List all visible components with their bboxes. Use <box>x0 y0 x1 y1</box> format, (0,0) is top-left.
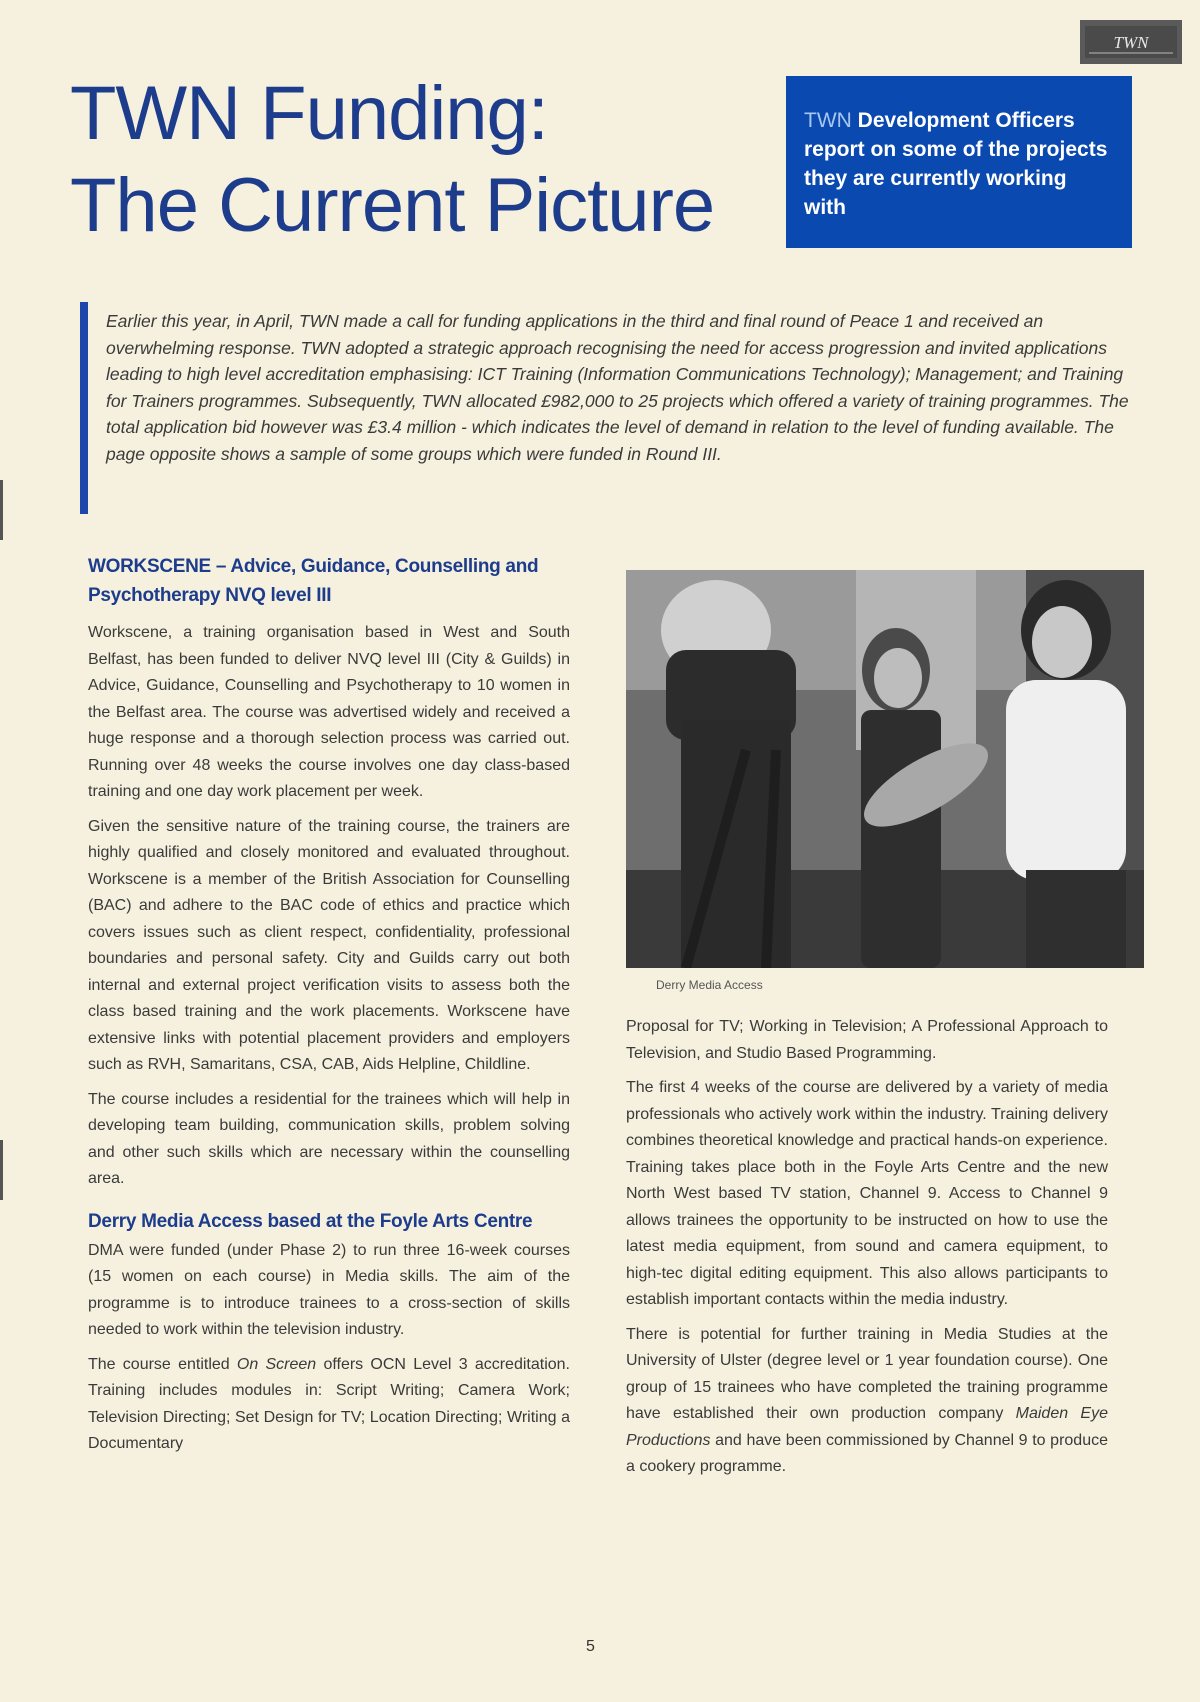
page-title <box>70 68 770 252</box>
twn-logo-graphic <box>1085 26 1177 58</box>
dma-heading: Derry Media Access based at the Foyle Arts Centre <box>88 1210 533 1232</box>
title-line-1: TWN Funding: <box>70 71 548 156</box>
dma-paragraph-5-end: and have been commissioned by Channel 9 to produce a cookery programme. <box>626 1431 1108 1475</box>
photo-caption: Derry Media Access <box>656 978 763 992</box>
dma-paragraph-5 <box>626 1322 1108 1481</box>
right-column <box>626 570 1108 1489</box>
dma-paragraph-2-end: offers OCN Level 3 accreditation. Training includes modules in: Script Writing; Camera Work; Television Directing; Set Design for TV; Location Directing; Writing a Documentary <box>88 1355 570 1452</box>
subtitle-brand: TWN <box>804 109 852 132</box>
workscene-paragraph-2: Given the sensitive nature of the training course, the trainers are highly qualified and closely monitored and evaluated throughout. Workscene is a member of the British Association for Counselling (BAC) and adhere to the BAC code of ethics and practice which covers issues such as client respect, confidentiality, professional boundaries and personal safety. City and Guilds carry out both internal and external project verification visits to assess both the class based training and the work placements. Workscene have extensive links with potential placement providers and employers such as RVH, Samaritans, CSA, CAB, Aids Helpline, Childline. <box>88 817 570 1073</box>
workscene-paragraph-1: Workscene, a training organisation based in West and South Belfast, has been funded to deliver NVQ level III (City & Guilds) in Advice, Guidance, Counselling and Psychotherapy to 10 women in the Belfast area. The course was advertised widely and received a huge response and a thorough selection process was carried out. Running over 48 weeks the course involves one day class-based training and one day work placement per week. <box>88 624 570 800</box>
edge-mark <box>0 480 3 540</box>
subtitle-text: Development Officers report on some of the projects they are currently working with <box>804 109 1108 219</box>
dma-course-title: On Screen <box>236 1355 317 1373</box>
edge-mark <box>0 1140 3 1200</box>
intro-text: Earlier this year, in April, TWN made a call for funding applications in the third and final round of Peace 1 and received an overwhelming response. TWN adopted a strategic approach recognising the need for access progression and invited applications leading to high level accreditation emphasising: ICT Training (Information Communications Technology); Management; and Training for Trainers programmes. Subsequently, TWN allocated £982,000 to 25 projects which offered a variety of training programmes. The total application bid however was £3.4 million - which indicates the level of demand in relation to the level of funding available. The page opposite shows a sample of some groups which were funded in Round III. <box>106 311 1129 464</box>
dma-paragraph-5-start: There is potential for further training in Media Studies at the University of Ulster (degree level or 1 year foundation course). One group of 15 trainees who have completed the training programme have established their own production company <box>626 1325 1108 1422</box>
dma-company-name: Maiden Eye Productions <box>626 1405 1108 1449</box>
logo-text: TWN <box>1113 33 1149 52</box>
left-column <box>88 552 570 1466</box>
photo-derry-media-access <box>626 570 1144 968</box>
dma-paragraph-1: DMA were funded (under Phase 2) to run three 16-week courses (15 women on each course) in Media skills. The aim of the programme is to introduce trainees to a cross-section of skills needed to work within the television industry. <box>88 1241 570 1338</box>
photo-illustration <box>626 570 1144 968</box>
dma-paragraph-2 <box>88 1352 570 1458</box>
subtitle-box <box>786 76 1132 248</box>
dma-paragraph-2-start: The course entitled <box>88 1355 237 1373</box>
intro-accent-bar <box>80 302 88 514</box>
page-number: 5 <box>586 1638 595 1655</box>
workscene-paragraph-3: The course includes a residential for the trainees which will help in developing team building, communication skills, problem solving and other such skills which are necessary within the counselling area. <box>88 1090 570 1187</box>
dma-paragraph-3: Proposal for TV; Working in Television; A Professional Approach to Television, and Studio Based Programming. <box>626 1018 1108 1062</box>
title-line-2: The Current Picture <box>70 163 715 248</box>
intro-block <box>80 302 1140 518</box>
twn-logo-icon <box>1080 20 1182 64</box>
workscene-heading: WORKSCENE – Advice, Guidance, Counselling and Psychotherapy NVQ level III <box>88 556 539 606</box>
dma-paragraph-4: The first 4 weeks of the course are delivered by a variety of media professionals who actively work within the industry. Training delivery combines theoretical knowledge and practical hands-on experience. Training takes place both in the Foyle Arts Centre and the new North West based TV station, Channel 9. Access to Channel 9 allows trainees the opportunity to be instructed on how to use the latest media equipment, from sound and camera equipment, to high-tec digital editing equipment. This also allows participants to establish important contacts within the media industry. <box>626 1079 1108 1308</box>
